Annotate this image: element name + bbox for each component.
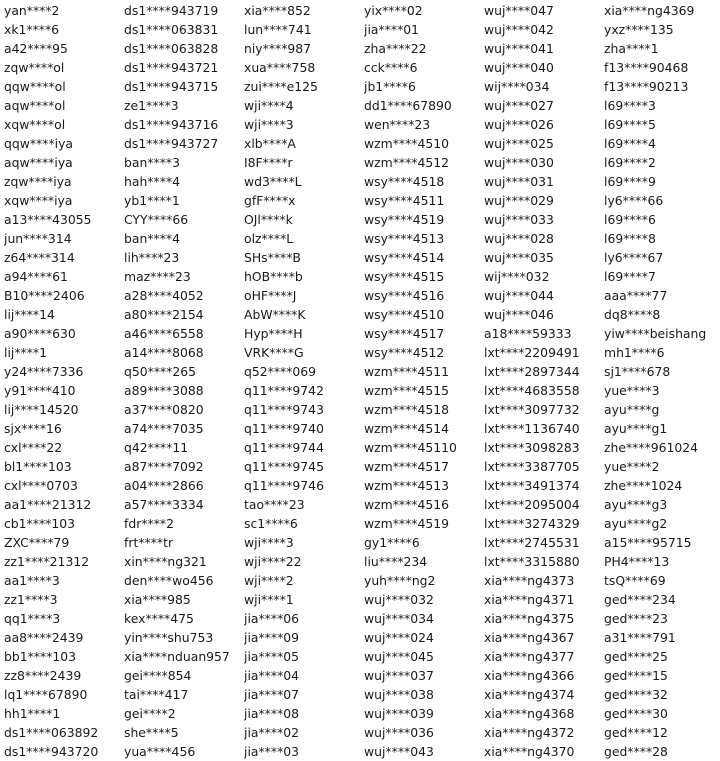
account-entry: wuj****024 — [364, 630, 434, 645]
account-entry: q42****11 — [124, 440, 189, 455]
account-entry: wuj****043 — [364, 744, 434, 759]
account-entry: a46****6558 — [124, 326, 204, 341]
account-entry: xin****ng321 — [124, 554, 207, 569]
account-entry: tsQ****69 — [604, 573, 666, 588]
account-entry: a14****8068 — [124, 345, 204, 360]
account-entry: wuj****046 — [484, 307, 554, 322]
account-entry: wzm****4518 — [364, 402, 450, 417]
account-entry: jia****06 — [244, 611, 300, 626]
account-entry: f13****90468 — [604, 60, 689, 75]
account-entry: xia****ng4375 — [484, 611, 575, 626]
account-entry: ban****4 — [124, 231, 180, 246]
account-entry: xia****ng4367 — [484, 630, 575, 645]
account-entry: she****5 — [124, 725, 179, 740]
account-entry: lij****14 — [4, 307, 55, 322]
account-entry: wzm****4510 — [364, 136, 450, 151]
account-entry: lun****741 — [244, 22, 312, 37]
account-entry: sj1****678 — [604, 364, 671, 379]
account-entry: jia****04 — [244, 668, 300, 683]
account-entry: xia****852 — [244, 3, 311, 18]
account-entry: bl1****103 — [4, 459, 72, 474]
account-entry: B10****2406 — [4, 288, 85, 303]
account-entry: a94****61 — [4, 269, 68, 284]
account-entry: lxt****2095004 — [484, 497, 580, 512]
account-entry: lxt****3097732 — [484, 402, 580, 417]
account-entry: I8F****r — [244, 155, 293, 170]
account-entry: gy1****6 — [364, 535, 420, 550]
account-entry: wsy****4518 — [364, 174, 445, 189]
account-entry: wsy****4519 — [364, 212, 445, 227]
account-entry: dq8****8 — [604, 307, 661, 322]
account-entry: cck****6 — [364, 60, 418, 75]
account-entry: sjx****16 — [4, 421, 62, 436]
account-column-4 — [360, 0, 480, 759]
account-entry: xia****ng4374 — [484, 687, 575, 702]
account-entry: ged****12 — [604, 725, 668, 740]
account-entry: yua****456 — [124, 744, 196, 759]
account-entry: lij****1 — [4, 345, 47, 360]
account-entry: q11****9743 — [244, 402, 324, 417]
account-entry: yix****02 — [364, 3, 423, 18]
account-entry: a42****95 — [4, 41, 68, 56]
account-entry: wzm****45110 — [364, 440, 457, 455]
account-entry: wzm****4511 — [364, 364, 450, 379]
account-entry: ly6****66 — [604, 193, 664, 208]
account-entry: xia****ng4371 — [484, 592, 575, 607]
account-entry: OJl****k — [244, 212, 293, 227]
account-entry: tai****417 — [124, 687, 189, 702]
account-entry: wzm****4517 — [364, 459, 450, 474]
account-entry: fdr****2 — [124, 516, 174, 531]
account-entry: qq1****3 — [4, 611, 61, 626]
account-entry: q52****069 — [244, 364, 317, 379]
account-entry: ds1****943716 — [124, 117, 219, 132]
account-entry: CYY****66 — [124, 212, 189, 227]
account-entry: gfF****x — [244, 193, 296, 208]
account-entry: xia****ng4373 — [484, 573, 575, 588]
account-entry: lxt****3098283 — [484, 440, 580, 455]
account-entry: wd3****L — [244, 174, 302, 189]
account-entry: a87****7092 — [124, 459, 204, 474]
account-entry: a90****630 — [4, 326, 76, 341]
account-entry: ds1****943719 — [124, 3, 219, 18]
account-entry: wji****3 — [244, 117, 294, 132]
account-entry: ged****32 — [604, 687, 668, 702]
account-entry: zhe****961024 — [604, 440, 699, 455]
account-entry: wsy****4517 — [364, 326, 445, 341]
account-entry: yuh****ng2 — [364, 573, 436, 588]
account-entry: wuj****031 — [484, 174, 554, 189]
account-entry: wij****034 — [484, 79, 550, 94]
account-entry: wji****3 — [244, 535, 294, 550]
account-entry: ds1****943715 — [124, 79, 219, 94]
account-entry: yue****2 — [604, 459, 660, 474]
account-entry: l69****6 — [604, 212, 656, 227]
account-entry: wsy****4512 — [364, 345, 445, 360]
account-entry: lxt****3315880 — [484, 554, 580, 569]
account-entry: jia****02 — [244, 725, 300, 740]
account-entry: xia****ng4368 — [484, 706, 575, 721]
account-column-2 — [120, 0, 240, 759]
account-entry: aqw****ol — [4, 98, 66, 113]
account-entry: l69****4 — [604, 136, 656, 151]
account-entry: wuj****037 — [364, 668, 434, 683]
account-entry: wuj****030 — [484, 155, 554, 170]
account-entry: wji****1 — [244, 592, 294, 607]
account-entry: wuj****035 — [484, 250, 554, 265]
account-entry: den****wo456 — [124, 573, 214, 588]
account-entry: a31****791 — [604, 630, 676, 645]
account-entry: wzm****4516 — [364, 497, 450, 512]
account-entry: wuj****028 — [484, 231, 554, 246]
account-entry: a18****59333 — [484, 326, 572, 341]
account-entry: xlb****A — [244, 136, 296, 151]
account-entry: zha****1 — [604, 41, 659, 56]
account-entry: xua****758 — [244, 60, 316, 75]
account-entry: jia****01 — [364, 22, 420, 37]
account-entry: VRK****G — [244, 345, 304, 360]
account-entry: wuj****026 — [484, 117, 554, 132]
account-entry: xia****ng4372 — [484, 725, 575, 740]
account-entry: zhe****1024 — [604, 478, 683, 493]
account-entry: SHs****B — [244, 250, 301, 265]
account-entry: wuj****038 — [364, 687, 434, 702]
account-entry: l69****2 — [604, 155, 656, 170]
account-entry: yan****2 — [4, 3, 60, 18]
account-entry: wsy****4511 — [364, 193, 445, 208]
account-entry: xqw****ol — [4, 117, 66, 132]
account-entry: aa1****21312 — [4, 497, 92, 512]
account-entry: yb1****1 — [124, 193, 180, 208]
account-entry: lq1****67890 — [4, 687, 88, 702]
account-entry: jia****07 — [244, 687, 300, 702]
account-entry: gei****2 — [124, 706, 176, 721]
account-entry: lxt****1136740 — [484, 421, 580, 436]
account-entry: ds1****943727 — [124, 136, 219, 151]
account-entry: y24****7336 — [4, 364, 84, 379]
account-entry: wuj****039 — [364, 706, 434, 721]
account-entry: q11****9746 — [244, 478, 324, 493]
account-entry: wzm****4519 — [364, 516, 450, 531]
account-entry: aa1****3 — [4, 573, 60, 588]
account-entry: zz8****2439 — [4, 668, 82, 683]
account-entry: zz1****3 — [4, 592, 58, 607]
account-entry: jia****05 — [244, 649, 300, 664]
account-entry: qqw****iya — [4, 136, 74, 151]
account-entry: a28****4052 — [124, 288, 204, 303]
account-entry: wsy****4510 — [364, 307, 445, 322]
account-entry: q11****9744 — [244, 440, 324, 455]
account-entry: wji****22 — [244, 554, 302, 569]
account-entry: ged****25 — [604, 649, 668, 664]
account-entry: aqw****iya — [4, 155, 73, 170]
account-entry: f13****90213 — [604, 79, 689, 94]
account-entry: dd1****67890 — [364, 98, 452, 113]
account-entry: wuj****036 — [364, 725, 434, 740]
account-entry: bb1****103 — [4, 649, 77, 664]
account-entry: q50****265 — [124, 364, 197, 379]
account-entry: aa8****2439 — [4, 630, 84, 645]
account-entry: wji****2 — [244, 573, 294, 588]
account-entry: ged****30 — [604, 706, 668, 721]
account-entry: ged****28 — [604, 744, 668, 759]
account-entry: wzm****4512 — [364, 155, 450, 170]
account-entry: xia****ng4370 — [484, 744, 575, 759]
account-entry: l69****8 — [604, 231, 656, 246]
account-entry: wuj****033 — [484, 212, 554, 227]
account-entry: jb1****6 — [364, 79, 416, 94]
account-entry: ds1****943720 — [4, 744, 99, 759]
account-entry: zz1****21312 — [4, 554, 90, 569]
account-entry: a80****2154 — [124, 307, 204, 322]
account-entry: zqw****ol — [4, 60, 65, 75]
account-entry: l69****9 — [604, 174, 656, 189]
account-entry: AbW****K — [244, 307, 306, 322]
account-entry: hh1****1 — [4, 706, 61, 721]
account-entry: wsy****4513 — [364, 231, 445, 246]
account-entry: PH4****13 — [604, 554, 670, 569]
account-entry: ged****234 — [604, 592, 676, 607]
account-entry: wuj****032 — [364, 592, 434, 607]
account-column-5 — [480, 0, 600, 759]
account-entry: jia****03 — [244, 744, 300, 759]
account-column-1 — [0, 0, 120, 759]
account-entry: tao****23 — [244, 497, 305, 512]
account-entry: xqw****iya — [4, 193, 73, 208]
account-column-6 — [600, 0, 720, 759]
account-entry: ds1****063831 — [124, 22, 219, 37]
account-entry: frt****tr — [124, 535, 174, 550]
account-entry: wuj****041 — [484, 41, 554, 56]
account-entry: wsy****4515 — [364, 269, 445, 284]
account-entry: a04****2866 — [124, 478, 204, 493]
account-entry: wuj****034 — [364, 611, 434, 626]
account-entry: ds1****943721 — [124, 60, 219, 75]
account-entry: lxt****3274329 — [484, 516, 580, 531]
account-entry: a89****3088 — [124, 383, 204, 398]
account-entry: a57****3334 — [124, 497, 204, 512]
account-entry: l69****7 — [604, 269, 656, 284]
account-entry: wsy****4516 — [364, 288, 445, 303]
account-entry: lxt****4683558 — [484, 383, 580, 398]
account-entry: wsy****4514 — [364, 250, 445, 265]
account-entry: lxt****3491374 — [484, 478, 580, 493]
account-entry: wuj****047 — [484, 3, 554, 18]
account-entry: liu****234 — [364, 554, 428, 569]
account-entry: hah****4 — [124, 174, 180, 189]
account-entry: ban****3 — [124, 155, 180, 170]
account-entry: cxl****22 — [4, 440, 63, 455]
account-entry: wji****4 — [244, 98, 294, 113]
account-entry: ze1****3 — [124, 98, 179, 113]
account-column-3 — [240, 0, 360, 759]
account-entry: mh1****6 — [604, 345, 665, 360]
account-entry: wij****032 — [484, 269, 550, 284]
account-entry: wuj****027 — [484, 98, 554, 113]
account-entry: l69****3 — [604, 98, 656, 113]
account-entry: a15****95715 — [604, 535, 692, 550]
account-entry: zui****e125 — [244, 79, 318, 94]
account-entry: q11****9740 — [244, 421, 324, 436]
account-entry: q11****9745 — [244, 459, 324, 474]
account-entry: qqw****ol — [4, 79, 66, 94]
account-entry: a37****0820 — [124, 402, 204, 417]
account-entry: q11****9742 — [244, 383, 324, 398]
account-entry: lxt****2209491 — [484, 345, 580, 360]
account-entry: aaa****77 — [604, 288, 668, 303]
account-entry: ds1****063828 — [124, 41, 219, 56]
account-entry: yue****3 — [604, 383, 660, 398]
account-entry: wuj****029 — [484, 193, 554, 208]
account-entry: l69****5 — [604, 117, 656, 132]
account-entry: niy****987 — [244, 41, 312, 56]
account-entry: cxl****0703 — [4, 478, 78, 493]
account-entry: lxt****2745531 — [484, 535, 580, 550]
account-entry: ly6****67 — [604, 250, 664, 265]
account-entry: gei****854 — [124, 668, 192, 683]
account-entry: ayu****g2 — [604, 516, 668, 531]
account-entry: jia****09 — [244, 630, 300, 645]
account-entry: xia****985 — [124, 592, 191, 607]
account-entry: cb1****103 — [4, 516, 75, 531]
account-entry: wuj****025 — [484, 136, 554, 151]
account-entry: lij****14520 — [4, 402, 79, 417]
account-entry: lih****23 — [124, 250, 180, 265]
account-entry: lxt****3387705 — [484, 459, 580, 474]
account-entry: wuj****044 — [484, 288, 554, 303]
account-entry: xia****ng4366 — [484, 668, 575, 683]
account-entry: wzm****4515 — [364, 383, 450, 398]
account-entry: ged****23 — [604, 611, 668, 626]
account-entry: Hyp****H — [244, 326, 303, 341]
account-entry: ds1****063892 — [4, 725, 99, 740]
account-entry: a74****7035 — [124, 421, 204, 436]
account-entry: jun****314 — [4, 231, 72, 246]
account-entry: ayu****g1 — [604, 421, 668, 436]
account-entry: kex****475 — [124, 611, 194, 626]
account-entry: oHF****J — [244, 288, 297, 303]
account-entry: yxz****135 — [604, 22, 674, 37]
account-entry: a13****43055 — [4, 212, 92, 227]
account-entry: ayu****g3 — [604, 497, 668, 512]
account-entry: xk1****6 — [4, 22, 60, 37]
account-entry: zha****22 — [364, 41, 427, 56]
account-entry: ZXC****79 — [4, 535, 70, 550]
account-entry: y91****410 — [4, 383, 76, 398]
account-entry: yiw****beishang — [604, 326, 707, 341]
account-entry: xia****nduan957 — [124, 649, 230, 664]
account-entry: wuj****042 — [484, 22, 554, 37]
account-entry: maz****23 — [124, 269, 191, 284]
account-entry: ged****15 — [604, 668, 668, 683]
account-entry: xia****ng4377 — [484, 649, 575, 664]
account-entry: zqw****iya — [4, 174, 72, 189]
account-entry: jia****08 — [244, 706, 300, 721]
account-entry: sc1****6 — [244, 516, 298, 531]
account-entry: z64****314 — [4, 250, 75, 265]
account-entry: wzm****4514 — [364, 421, 450, 436]
account-entry: lxt****2897344 — [484, 364, 580, 379]
account-entry: xia****ng4369 — [604, 3, 695, 18]
account-entry: wuj****040 — [484, 60, 554, 75]
account-entry: olz****L — [244, 231, 294, 246]
account-entry: wen****23 — [364, 117, 431, 132]
account-entry: wzm****4513 — [364, 478, 450, 493]
account-entry: ayu****g — [604, 402, 660, 417]
account-entry: yin****shu753 — [124, 630, 214, 645]
account-entry: hOB****b — [244, 269, 303, 284]
account-entry: wuj****045 — [364, 649, 434, 664]
